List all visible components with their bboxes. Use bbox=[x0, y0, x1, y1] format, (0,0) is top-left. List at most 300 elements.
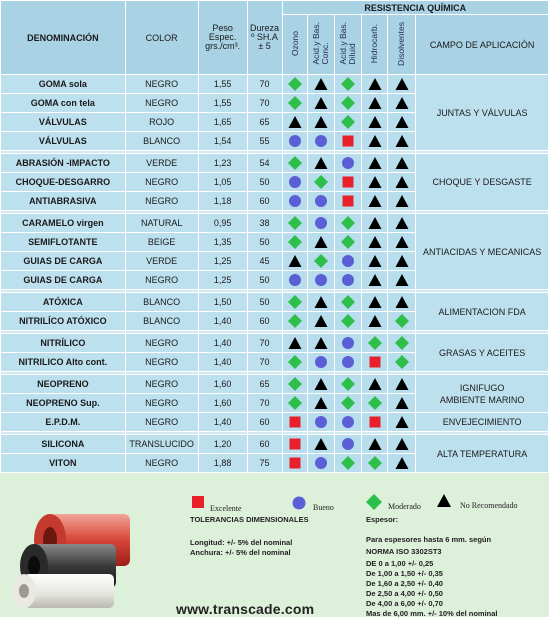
resistance-ozono bbox=[282, 271, 308, 290]
resistance-hidrocarb bbox=[362, 413, 388, 432]
resistance-ozono bbox=[282, 154, 308, 173]
resistance-disolventes bbox=[388, 413, 416, 432]
campo-aplicacion bbox=[416, 75, 549, 151]
espesor-norma: NORMA ISO 3302ST3 bbox=[366, 547, 442, 556]
material-dureza: 60 bbox=[247, 192, 282, 211]
resistance-hidrocarb bbox=[362, 312, 388, 331]
diamond-icon bbox=[340, 95, 356, 111]
triangle-icon bbox=[313, 294, 329, 310]
circle-icon bbox=[340, 253, 356, 269]
triangle-icon bbox=[367, 155, 383, 171]
resistance-ozono bbox=[282, 293, 308, 312]
diamond-icon bbox=[313, 253, 329, 269]
circle-icon bbox=[313, 354, 329, 370]
table-row bbox=[1, 375, 549, 394]
triangle-icon bbox=[394, 272, 410, 288]
resistance-disolventes bbox=[388, 192, 416, 211]
material-name: SEMIFLOTANTE bbox=[1, 233, 126, 252]
material-peso: 1,35 bbox=[198, 233, 247, 252]
triangle-icon bbox=[367, 193, 383, 209]
material-color: VERDE bbox=[125, 154, 198, 173]
resistance-ozono bbox=[282, 334, 308, 353]
material-color: BLANCO bbox=[125, 312, 198, 331]
material-peso: 1,60 bbox=[198, 375, 247, 394]
resistance-disolventes bbox=[388, 454, 416, 473]
header-color: COLOR bbox=[125, 1, 198, 75]
resistance-ozono bbox=[282, 252, 308, 271]
material-peso: 1,40 bbox=[198, 353, 247, 372]
material-dureza: 50 bbox=[247, 173, 282, 192]
resistance-acid-conc bbox=[308, 435, 335, 454]
material-color: NEGRO bbox=[125, 454, 198, 473]
diamond-icon bbox=[394, 335, 410, 351]
diamond-icon bbox=[340, 395, 356, 411]
resistance-acid-conc bbox=[308, 353, 335, 372]
material-dureza: 65 bbox=[247, 375, 282, 394]
material-color: NEGRO bbox=[125, 192, 198, 211]
material-peso: 1,40 bbox=[198, 413, 247, 432]
material-color: BLANCO bbox=[125, 293, 198, 312]
resistance-disolventes bbox=[388, 252, 416, 271]
header-disolventes-label: Disolventes bbox=[396, 21, 407, 66]
resistance-disolventes bbox=[388, 214, 416, 233]
resistance-hidrocarb bbox=[362, 132, 388, 151]
resistance-acid-diluid bbox=[335, 94, 362, 113]
triangle-icon bbox=[394, 414, 410, 430]
resistance-hidrocarb bbox=[362, 154, 388, 173]
resistance-acid-diluid bbox=[335, 394, 362, 413]
header-hidrocarb-label: Hidrocarb. bbox=[369, 23, 380, 64]
material-dureza: 50 bbox=[247, 233, 282, 252]
material-name: VITON bbox=[1, 454, 126, 473]
triangle-icon bbox=[394, 193, 410, 209]
material-peso: 1,40 bbox=[198, 312, 247, 331]
diamond-icon bbox=[287, 313, 303, 329]
material-dureza: 60 bbox=[247, 413, 282, 432]
resistance-disolventes bbox=[388, 435, 416, 454]
material-color: NEGRO bbox=[125, 271, 198, 290]
resistance-hidrocarb bbox=[362, 214, 388, 233]
triangle-icon bbox=[394, 395, 410, 411]
resistance-disolventes bbox=[388, 113, 416, 132]
diamond-icon bbox=[394, 354, 410, 370]
material-name: E.P.D.M. bbox=[1, 413, 126, 432]
material-name: VÁLVULAS bbox=[1, 132, 126, 151]
resistance-acid-diluid bbox=[335, 334, 362, 353]
diamond-icon bbox=[287, 376, 303, 392]
table-row bbox=[1, 413, 549, 432]
header-dureza-line1: Dureza bbox=[250, 23, 280, 33]
circle-icon bbox=[287, 133, 303, 149]
tolerancias-title: TOLERANCIAS DIMENSIONALES bbox=[190, 515, 309, 524]
resistance-acid-diluid bbox=[335, 312, 362, 331]
resistance-disolventes bbox=[388, 75, 416, 94]
header-dureza-line3: ± 5 bbox=[258, 41, 271, 51]
diamond-icon bbox=[287, 95, 303, 111]
header-peso-line3: grs./cm³. bbox=[205, 41, 241, 51]
header-denominacion: DENOMINACIÓN bbox=[1, 1, 126, 75]
material-name: GOMA sola bbox=[1, 75, 126, 94]
material-peso: 1,05 bbox=[198, 173, 247, 192]
material-name: VÁLVULAS bbox=[1, 113, 126, 132]
resistance-acid-conc bbox=[308, 214, 335, 233]
triangle-icon bbox=[313, 376, 329, 392]
material-dureza: 70 bbox=[247, 75, 282, 94]
circle-icon bbox=[340, 335, 356, 351]
triangle-icon bbox=[313, 155, 329, 171]
diamond-icon bbox=[287, 234, 303, 250]
triangle-icon bbox=[367, 253, 383, 269]
resistance-acid-conc bbox=[308, 312, 335, 331]
resistance-hidrocarb bbox=[362, 113, 388, 132]
resistance-hidrocarb bbox=[362, 271, 388, 290]
moderado-diamond-icon bbox=[366, 494, 382, 510]
material-dureza: 70 bbox=[247, 394, 282, 413]
triangle-icon bbox=[313, 76, 329, 92]
legend-moderado: Moderado bbox=[388, 502, 421, 511]
material-dureza: 38 bbox=[247, 214, 282, 233]
resistance-acid-conc bbox=[308, 113, 335, 132]
material-color: NEGRO bbox=[125, 94, 198, 113]
material-name: ATÓXICA bbox=[1, 293, 126, 312]
material-name: NITRILÍCO ATÓXICO bbox=[1, 312, 126, 331]
resistance-ozono bbox=[282, 173, 308, 192]
material-dureza: 65 bbox=[247, 113, 282, 132]
diamond-icon bbox=[313, 174, 329, 190]
resistance-acid-conc bbox=[308, 233, 335, 252]
material-name: GUIAS DE CARGA bbox=[1, 252, 126, 271]
header-acid-conc bbox=[308, 15, 335, 75]
triangle-icon bbox=[394, 376, 410, 392]
header-acid-diluid-label: Acid.y Bas. Diluid bbox=[338, 22, 358, 65]
resistance-ozono bbox=[282, 353, 308, 372]
resistance-ozono bbox=[282, 413, 308, 432]
triangle-icon bbox=[367, 234, 383, 250]
square-icon bbox=[287, 414, 303, 430]
diamond-icon bbox=[367, 335, 383, 351]
table-row bbox=[1, 75, 549, 94]
material-peso: 1,88 bbox=[198, 454, 247, 473]
resistance-acid-diluid bbox=[335, 454, 362, 473]
resistance-acid-diluid bbox=[335, 435, 362, 454]
material-name: CHOQUE-DESGARRO bbox=[1, 173, 126, 192]
resistance-acid-conc bbox=[308, 375, 335, 394]
material-color: VERDE bbox=[125, 252, 198, 271]
table-row bbox=[1, 293, 549, 312]
resistance-acid-diluid bbox=[335, 413, 362, 432]
resistance-acid-diluid bbox=[335, 233, 362, 252]
resistance-ozono bbox=[282, 214, 308, 233]
triangle-icon bbox=[394, 215, 410, 231]
material-peso: 1,25 bbox=[198, 271, 247, 290]
diamond-icon bbox=[367, 455, 383, 471]
resistance-hidrocarb bbox=[362, 252, 388, 271]
material-name: NITRÍLICO bbox=[1, 334, 126, 353]
material-color: BLANCO bbox=[125, 132, 198, 151]
material-peso: 1,18 bbox=[198, 192, 247, 211]
circle-icon bbox=[313, 455, 329, 471]
resistance-hidrocarb bbox=[362, 94, 388, 113]
material-peso: 1,25 bbox=[198, 252, 247, 271]
resistance-acid-conc bbox=[308, 154, 335, 173]
circle-icon bbox=[313, 133, 329, 149]
material-dureza: 70 bbox=[247, 353, 282, 372]
material-color: NEGRO bbox=[125, 353, 198, 372]
triangle-icon bbox=[394, 133, 410, 149]
espesor-line-4: De 2,50 a 4,00 +/- 0,50 bbox=[366, 589, 443, 598]
material-color: NEGRO bbox=[125, 394, 198, 413]
resistance-acid-conc bbox=[308, 454, 335, 473]
triangle-icon bbox=[394, 234, 410, 250]
resistance-acid-conc bbox=[308, 252, 335, 271]
table-row bbox=[1, 154, 549, 173]
resistance-hidrocarb bbox=[362, 334, 388, 353]
triangle-icon bbox=[367, 215, 383, 231]
header-dureza bbox=[247, 1, 282, 75]
material-color: NEGRO bbox=[125, 173, 198, 192]
resistance-ozono bbox=[282, 375, 308, 394]
square-icon bbox=[340, 133, 356, 149]
triangle-icon bbox=[287, 114, 303, 130]
triangle-icon bbox=[367, 436, 383, 452]
triangle-icon bbox=[367, 174, 383, 190]
diamond-icon bbox=[340, 376, 356, 392]
triangle-icon bbox=[394, 455, 410, 471]
campo-aplicacion-line: ANTIACIDAS Y MECANICAS bbox=[423, 246, 542, 257]
triangle-icon bbox=[394, 155, 410, 171]
campo-aplicacion-line: CHOQUE Y DESGASTE bbox=[432, 177, 532, 187]
circle-icon bbox=[313, 272, 329, 288]
campo-aplicacion-line: AMBIENTE MARINO bbox=[439, 394, 525, 405]
triangle-icon bbox=[394, 174, 410, 190]
circle-icon bbox=[340, 354, 356, 370]
material-name: ABRASIÓN -IMPACTO bbox=[1, 154, 126, 173]
resistance-disolventes bbox=[388, 312, 416, 331]
circle-icon bbox=[287, 174, 303, 190]
circle-icon bbox=[313, 215, 329, 231]
triangle-icon bbox=[367, 313, 383, 329]
material-color: TRANSLUCIDO bbox=[125, 435, 198, 454]
material-dureza: 60 bbox=[247, 312, 282, 331]
campo-aplicacion-line: ALTA TEMPERATURA bbox=[436, 448, 528, 459]
material-name: SILICONA bbox=[1, 435, 126, 454]
triangle-icon bbox=[367, 95, 383, 111]
triangle-icon bbox=[313, 95, 329, 111]
triangle-icon bbox=[313, 114, 329, 130]
diamond-icon bbox=[287, 76, 303, 92]
material-name: GOMA con tela bbox=[1, 94, 126, 113]
campo-aplicacion-line: ALIMENTACION FDA bbox=[438, 306, 526, 317]
resistance-hidrocarb bbox=[362, 75, 388, 94]
material-peso: 0,95 bbox=[198, 214, 247, 233]
material-name: GUIAS DE CARGA bbox=[1, 271, 126, 290]
resistance-disolventes bbox=[388, 293, 416, 312]
diamond-icon bbox=[340, 215, 356, 231]
campo-aplicacion bbox=[416, 293, 549, 331]
header-dureza-line2: º SH.A bbox=[251, 32, 278, 42]
triangle-icon bbox=[313, 436, 329, 452]
material-peso: 1,60 bbox=[198, 394, 247, 413]
campo-aplicacion-line: IGNIFUGO bbox=[459, 382, 505, 393]
resistance-ozono bbox=[282, 394, 308, 413]
resistance-hidrocarb bbox=[362, 293, 388, 312]
resistance-disolventes bbox=[388, 233, 416, 252]
header-acid-diluid bbox=[335, 15, 362, 75]
campo-aplicacion bbox=[416, 334, 549, 372]
resistance-ozono bbox=[282, 192, 308, 211]
square-icon bbox=[340, 193, 356, 209]
header-peso-line2: Espec. bbox=[208, 32, 237, 42]
material-peso: 1,50 bbox=[198, 293, 247, 312]
triangle-icon bbox=[394, 253, 410, 269]
campo-aplicacion bbox=[416, 435, 549, 473]
triangle-icon bbox=[367, 294, 383, 310]
resistance-acid-diluid bbox=[335, 75, 362, 94]
material-peso: 1,55 bbox=[198, 75, 247, 94]
material-name: CARAMELO virgen bbox=[1, 214, 126, 233]
diamond-icon bbox=[287, 294, 303, 310]
triangle-icon bbox=[394, 436, 410, 452]
diamond-icon bbox=[367, 395, 383, 411]
resistance-hidrocarb bbox=[362, 435, 388, 454]
excelente-square-icon bbox=[192, 496, 204, 508]
resistance-disolventes bbox=[388, 154, 416, 173]
material-color: BEIGE bbox=[125, 233, 198, 252]
header-resistencia: RESISTENCIA QUÍMICA bbox=[282, 1, 548, 15]
campo-aplicacion-line: ENVEJECIMIENTO bbox=[442, 417, 522, 427]
triangle-icon bbox=[394, 95, 410, 111]
legend-bueno: Bueno bbox=[313, 503, 334, 512]
circle-icon bbox=[313, 414, 329, 430]
campo-aplicacion bbox=[416, 375, 549, 413]
diamond-icon bbox=[340, 294, 356, 310]
legend-excelente: Excelente bbox=[210, 504, 242, 513]
resistance-acid-diluid bbox=[335, 132, 362, 151]
triangle-icon bbox=[313, 335, 329, 351]
rubber-rolls-image bbox=[10, 508, 135, 611]
campo-aplicacion bbox=[416, 154, 549, 211]
triangle-icon bbox=[367, 272, 383, 288]
resistance-ozono bbox=[282, 94, 308, 113]
material-peso: 1,40 bbox=[198, 334, 247, 353]
resistance-hidrocarb bbox=[362, 375, 388, 394]
header-campo: CAMPO DE APLICACIÓN bbox=[416, 15, 549, 75]
triangle-icon bbox=[313, 234, 329, 250]
material-peso: 1,65 bbox=[198, 113, 247, 132]
triangle-icon bbox=[367, 376, 383, 392]
diamond-icon bbox=[340, 76, 356, 92]
espesor-intro: Para espesores hasta 6 mm. según bbox=[366, 535, 492, 544]
material-name: ANTIABRASIVA bbox=[1, 192, 126, 211]
bueno-circle-icon bbox=[292, 496, 306, 510]
material-name: NEOPRENO Sup. bbox=[1, 394, 126, 413]
circle-icon bbox=[313, 193, 329, 209]
material-name: NEOPRENO bbox=[1, 375, 126, 394]
circle-icon bbox=[340, 155, 356, 171]
triangle-icon bbox=[394, 76, 410, 92]
material-dureza: 75 bbox=[247, 454, 282, 473]
resistance-ozono bbox=[282, 75, 308, 94]
material-dureza: 55 bbox=[247, 132, 282, 151]
resistance-hidrocarb bbox=[362, 192, 388, 211]
espesor-line-2: De 1,00 a 1,50 +/- 0,35 bbox=[366, 569, 443, 578]
triangle-icon bbox=[287, 253, 303, 269]
material-color: NATURAL bbox=[125, 214, 198, 233]
resistance-acid-conc bbox=[308, 75, 335, 94]
diamond-icon bbox=[340, 234, 356, 250]
tolerancias-longitud: Longitud: +/- 5% del nominal bbox=[190, 538, 293, 547]
campo-aplicacion bbox=[416, 214, 549, 290]
website-link[interactable]: www.transcade.com bbox=[176, 601, 315, 617]
material-peso: 1,23 bbox=[198, 154, 247, 173]
table-row bbox=[1, 214, 549, 233]
table-row bbox=[1, 334, 549, 353]
resistance-hidrocarb bbox=[362, 173, 388, 192]
resistance-disolventes bbox=[388, 353, 416, 372]
resistance-ozono bbox=[282, 435, 308, 454]
resistance-acid-diluid bbox=[335, 271, 362, 290]
diamond-icon bbox=[340, 114, 356, 130]
legend-no-recomendado: No Recomendado bbox=[460, 501, 518, 510]
legend-panel bbox=[0, 490, 549, 617]
resistance-acid-diluid bbox=[335, 154, 362, 173]
campo-aplicacion-line: GRASAS Y ACEITES bbox=[439, 347, 526, 358]
header-ozono bbox=[282, 15, 308, 75]
material-name: NITRILICO Alto cont. bbox=[1, 353, 126, 372]
resistance-hidrocarb bbox=[362, 394, 388, 413]
circle-icon bbox=[340, 272, 356, 288]
resistance-hidrocarb bbox=[362, 454, 388, 473]
resistance-acid-diluid bbox=[335, 252, 362, 271]
resistance-acid-diluid bbox=[335, 293, 362, 312]
triangle-icon bbox=[394, 114, 410, 130]
resistance-acid-diluid bbox=[335, 353, 362, 372]
resistance-acid-diluid bbox=[335, 113, 362, 132]
resistance-ozono bbox=[282, 233, 308, 252]
material-dureza: 70 bbox=[247, 94, 282, 113]
resistance-disolventes bbox=[388, 375, 416, 394]
material-dureza: 70 bbox=[247, 334, 282, 353]
diamond-icon bbox=[287, 155, 303, 171]
resistance-disolventes bbox=[388, 173, 416, 192]
resistance-ozono bbox=[282, 113, 308, 132]
triangle-icon bbox=[367, 133, 383, 149]
resistance-disolventes bbox=[388, 132, 416, 151]
header-hidrocarb bbox=[362, 15, 388, 75]
diamond-icon bbox=[287, 395, 303, 411]
header-peso bbox=[198, 1, 247, 75]
material-dureza: 60 bbox=[247, 435, 282, 454]
resistance-acid-conc bbox=[308, 413, 335, 432]
material-peso: 1,55 bbox=[198, 94, 247, 113]
triangle-icon bbox=[313, 395, 329, 411]
material-peso: 1,54 bbox=[198, 132, 247, 151]
square-icon bbox=[287, 455, 303, 471]
resistance-acid-conc bbox=[308, 334, 335, 353]
header-disolventes bbox=[388, 15, 416, 75]
espesor-line-6: Mas de 6,00 mm. +/- 10% del nominal bbox=[366, 609, 498, 618]
resistance-acid-conc bbox=[308, 271, 335, 290]
campo-aplicacion-line: JUNTAS Y VÁLVULAS bbox=[436, 107, 528, 118]
triangle-icon bbox=[367, 114, 383, 130]
material-dureza: 54 bbox=[247, 154, 282, 173]
resistance-ozono bbox=[282, 132, 308, 151]
header-acid-conc-label: Acid.y Bas. Conc. bbox=[311, 22, 331, 65]
circle-icon bbox=[287, 193, 303, 209]
espesor-title: Espesor: bbox=[366, 515, 399, 524]
triangle-icon bbox=[394, 294, 410, 310]
resistance-hidrocarb bbox=[362, 233, 388, 252]
